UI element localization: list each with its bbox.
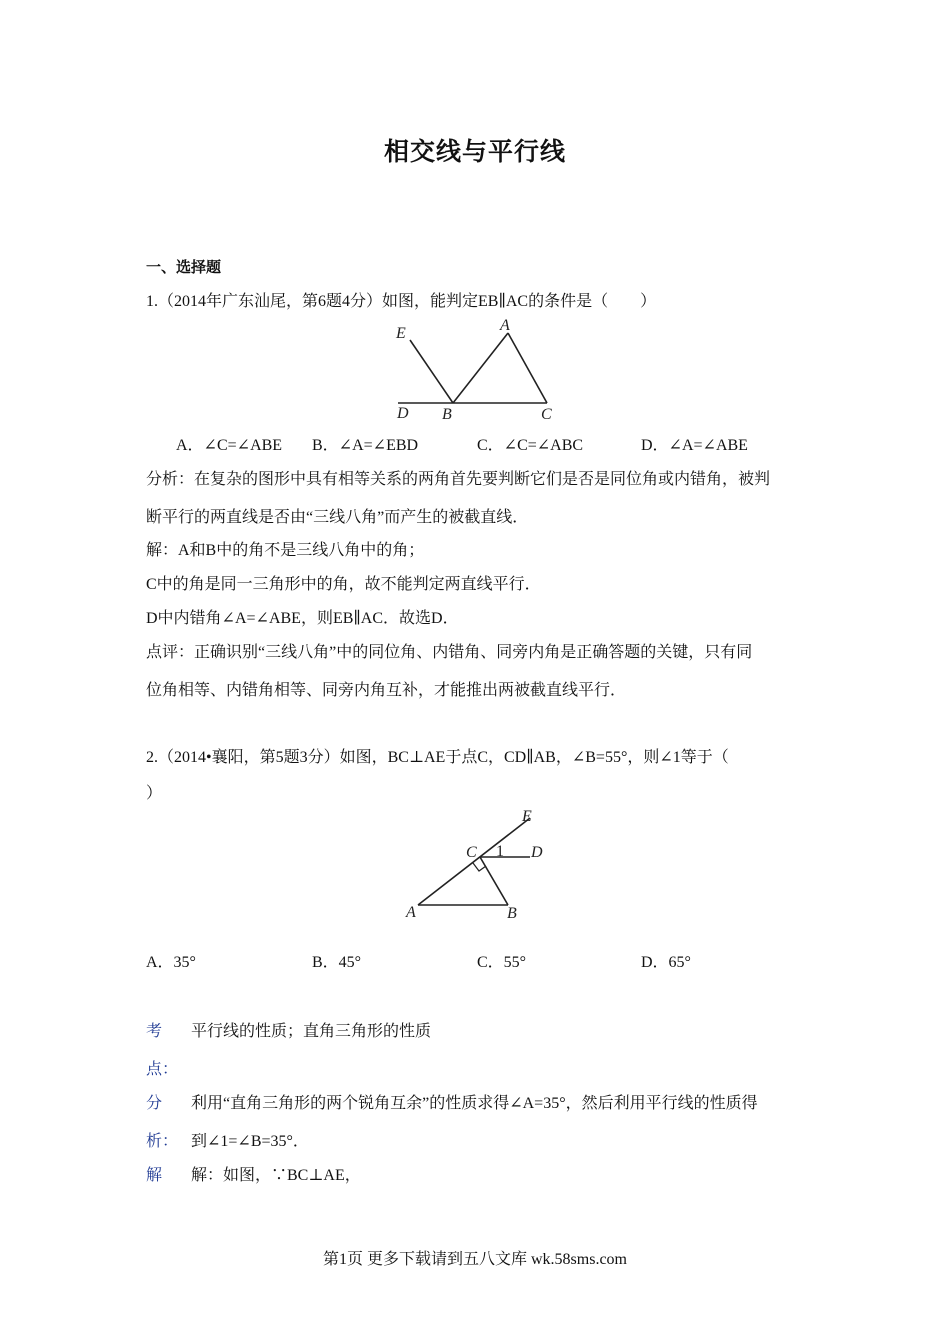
kaodian-text: 平行线的性质；直角三角形的性质 (191, 1023, 432, 1040)
label-A: A (406, 904, 416, 921)
label-D: D (531, 844, 543, 861)
kaodian-label-line2: 点： (146, 1061, 179, 1078)
label-angle-1: 1 (496, 843, 504, 860)
label-E: E (522, 808, 532, 825)
jie-text: 解：如图，∵BC⊥AE， (191, 1167, 361, 1184)
q1-comment-line1: 点评：正确识别“三线八角”中的同位角、内错角、同旁内角是正确答题的关键，只有同 (146, 644, 753, 661)
q1-option-a: A．∠C=∠ABE (176, 437, 283, 454)
q1-analysis-line1: 分析：在复杂的图形中具有相等关系的两角首先要判断它们是否是同位角或内错角，被判 (146, 471, 771, 488)
q1-option-b: B．∠A=∠EBD (312, 437, 419, 454)
fenxi-text-line1: 利用“直角三角形的两个锐角互余”的性质求得∠A=35°，然后利用平行线的性质得 (191, 1095, 758, 1112)
section-heading: 一、选择题 (146, 258, 222, 276)
q1-option-c: C．∠C=∠ABC (477, 437, 584, 454)
line-AC (508, 333, 547, 403)
label-C: C (466, 844, 477, 861)
q2-stem-line2: ） (146, 785, 163, 802)
q1-analysis-line2: 断平行的两直线是否由“三线八角”而产生的被截直线． (146, 509, 529, 526)
q1-solution-line3: D中内错角∠A=∠ABE，则EB∥AC．故选D． (146, 610, 459, 627)
q1-solution-line1: 解：A和B中的角不是三线八角中的角； (146, 542, 425, 559)
kaodian-label-line1: 考 (146, 1023, 163, 1040)
page-footer: 第1页 更多下载请到五八文库 wk.58sms.com (322, 1251, 627, 1268)
q2-stem-line1: 2.（2014•襄阳，第5题3分）如图，BC⊥AE于点C，CD∥AB，∠B=55°，则∠1等于（ (146, 749, 729, 766)
line-CB (480, 857, 508, 905)
label-D: D (397, 405, 409, 422)
jie-label: 解 (146, 1167, 163, 1184)
fenxi-label-line1: 分 (146, 1095, 163, 1112)
line-AE (418, 818, 530, 905)
q2-option-d: D．65° (641, 954, 691, 971)
q1-stem: 1.（2014年广东汕尾，第6题4分）如图，能判定EB∥AC的条件是（ ） (146, 293, 657, 310)
q2-option-c: C．55° (477, 954, 527, 971)
fenxi-label-line2: 析： (146, 1133, 179, 1150)
line-EB (410, 340, 453, 403)
label-A: A (500, 317, 510, 334)
q2-option-b: B．45° (312, 954, 362, 971)
q2-figure (400, 805, 560, 925)
q1-comment-line2: 位角相等、内错角相等、同旁内角互补，才能推出两被截直线平行． (146, 682, 627, 699)
label-E: E (396, 325, 406, 342)
page-title: 相交线与平行线 (383, 137, 566, 166)
q1-option-d: D．∠A=∠ABE (641, 437, 748, 454)
label-B: B (507, 905, 517, 922)
q1-solution-line2: C中的角是同一三角形中的角，故不能判定两直线平行． (146, 576, 541, 593)
label-B: B (442, 406, 452, 423)
q1-figure (390, 315, 560, 423)
line-BA (453, 333, 508, 403)
q2-option-a: A．35° (146, 954, 196, 971)
fenxi-text-line2: 到∠1=∠B=35°． (191, 1133, 309, 1150)
label-C: C (541, 406, 552, 423)
